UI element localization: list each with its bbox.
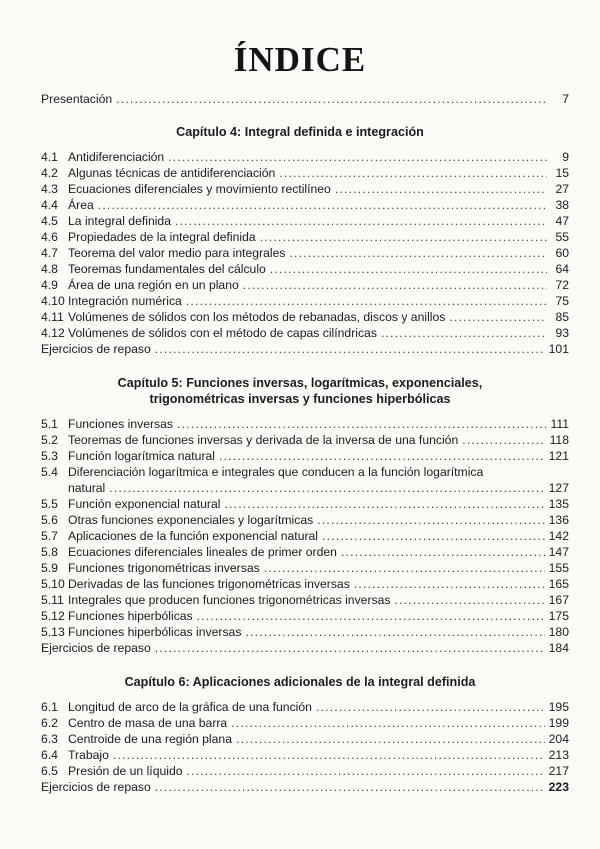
entry-text: Otras funciones exponenciales y logarítmicas	[68, 513, 314, 527]
toc-entry	[41, 763, 569, 779]
toc-entry	[41, 715, 569, 731]
section-number: 5.3	[41, 449, 58, 463]
entry-text: Integración numérica	[68, 294, 182, 308]
entry-text: Funciones trigonométricas inversas	[68, 561, 260, 575]
page-number: 64	[555, 262, 569, 276]
toc-entry-exercises	[41, 779, 569, 795]
toc-entry	[41, 229, 569, 245]
toc-entry	[41, 432, 569, 448]
entry-text: Presión de un líquido	[68, 764, 183, 778]
leader-dots	[341, 545, 545, 560]
section-number: 5.4	[41, 465, 58, 479]
page-number: 213	[548, 748, 569, 762]
leader-dots	[279, 166, 547, 181]
page-number: 9	[562, 150, 569, 164]
entry-text: Presentación	[41, 92, 113, 106]
leader-dots	[175, 214, 547, 229]
entry-text: Antidiferenciación	[68, 150, 165, 164]
section-number: 5.11	[41, 593, 64, 607]
toc-entry	[41, 528, 569, 544]
page-number: 175	[548, 609, 569, 623]
leader-dots	[231, 716, 544, 731]
chapter-heading-line: trigonométricas inversas y funciones hiperbólicas	[149, 392, 451, 406]
leader-dots	[224, 497, 544, 512]
page-number: 204	[548, 732, 569, 746]
toc-entry	[41, 197, 569, 213]
section-number: 4.11	[41, 310, 64, 324]
toc-entry	[41, 699, 569, 715]
toc-entry	[41, 416, 569, 432]
section-number: 4.8	[41, 262, 58, 276]
leader-dots	[109, 481, 544, 496]
leader-dots	[317, 513, 544, 528]
section-number: 4.7	[41, 246, 58, 260]
section-number: 5.7	[41, 529, 58, 543]
section-number: 6.1	[41, 700, 58, 714]
page-number: 72	[555, 278, 569, 292]
toc-entry	[41, 464, 569, 480]
entry-text: Integrales que producen funciones trigonométricas inversas	[68, 593, 391, 607]
toc-entry	[41, 165, 569, 181]
page-number: 118	[549, 433, 569, 447]
page-number: 38	[555, 198, 569, 212]
page-number: 142	[548, 529, 569, 543]
toc-entry	[41, 560, 569, 576]
leader-dots	[187, 764, 545, 779]
toc-entry-exercises	[41, 640, 569, 656]
leader-dots	[394, 593, 544, 608]
section-number: 6.2	[41, 716, 58, 730]
entry-text: Funciones hiperbólicas	[68, 609, 193, 623]
section-number: 6.3	[41, 732, 58, 746]
toc-entry	[41, 277, 569, 293]
section-number: 5.6	[41, 513, 58, 527]
page-number: 60	[555, 246, 569, 260]
page-number: 195	[548, 700, 569, 714]
leader-dots	[186, 294, 547, 309]
leader-dots	[113, 748, 545, 763]
entry-text: Trabajo	[68, 748, 109, 762]
leader-dots	[168, 150, 547, 165]
leader-dots	[449, 310, 547, 325]
section-number: 5.5	[41, 497, 58, 511]
entry-text: Área de una región en un plano	[68, 278, 239, 292]
leader-dots	[316, 700, 545, 715]
leader-dots	[197, 609, 545, 624]
toc-entry	[41, 731, 569, 747]
leader-dots	[98, 198, 547, 213]
leader-dots	[236, 732, 545, 747]
leader-dots	[155, 641, 545, 656]
chapter-heading	[30, 375, 570, 407]
toc-entry	[41, 325, 569, 341]
section-number: 5.12	[41, 609, 65, 623]
leader-dots	[155, 342, 545, 357]
leader-dots	[381, 326, 547, 341]
entry-text: Algunas técnicas de antidiferenciación	[68, 166, 276, 180]
page-number: 147	[548, 545, 569, 559]
section-number: 5.2	[41, 433, 58, 447]
page-number: 184	[548, 641, 569, 655]
leader-dots	[322, 529, 545, 544]
toc-entry	[41, 544, 569, 560]
entry-text: La integral definida	[68, 214, 171, 228]
toc-entry	[41, 592, 569, 608]
entry-text: Derivadas de las funciones trigonométricas inversas	[68, 577, 350, 591]
page-number: 199	[548, 716, 569, 730]
toc-entry-presentacion	[41, 91, 569, 107]
entry-text: Ejercicios de repaso	[41, 641, 151, 655]
page-number: 93	[555, 326, 569, 340]
page-number: 165	[548, 577, 569, 591]
toc-entry	[41, 496, 569, 512]
entry-text: Ejercicios de repaso	[41, 780, 151, 794]
page-number: 121	[548, 449, 569, 463]
toc-entry-continuation	[68, 480, 569, 496]
toc-entry-exercises	[41, 341, 569, 357]
entry-text: Centro de masa de una barra	[68, 716, 228, 730]
entry-text: Teoremas fundamentales del cálculo	[68, 262, 266, 276]
toc-entry	[41, 608, 569, 624]
entry-text: Área	[68, 198, 94, 212]
toc-entry	[41, 448, 569, 464]
leader-dots	[245, 625, 544, 640]
toc-entry	[41, 181, 569, 197]
page-number: 101	[548, 342, 569, 356]
toc-entry	[41, 512, 569, 528]
toc-entry	[41, 293, 569, 309]
page-number: 127	[548, 481, 569, 495]
toc-entry	[41, 624, 569, 640]
leader-dots	[219, 449, 545, 464]
chapter-heading	[30, 674, 570, 690]
leader-dots	[243, 278, 547, 293]
chapter-heading-line: Capítulo 6: Aplicaciones adicionales de la integral definida	[124, 675, 476, 689]
entry-text: Funciones hiperbólicas inversas	[68, 625, 242, 639]
page-number: 180	[548, 625, 569, 639]
toc-entry	[41, 309, 569, 325]
toc-entry	[41, 261, 569, 277]
page-number: 223	[548, 780, 569, 794]
entry-text: Ejercicios de repaso	[41, 342, 151, 356]
section-number: 4.5	[41, 214, 58, 228]
chapter-heading	[30, 124, 570, 140]
page-number: 111	[550, 417, 569, 431]
page-number: 136	[548, 513, 569, 527]
toc-entry	[41, 149, 569, 165]
page-number: 47	[555, 214, 569, 228]
leader-dots	[270, 262, 547, 277]
entry-text: Teorema del valor medio para integrales	[68, 246, 286, 260]
entry-text: Centroide de una región plana	[68, 732, 232, 746]
page-number: 15	[555, 166, 569, 180]
leader-dots	[260, 230, 547, 245]
section-number: 4.10	[41, 294, 65, 308]
section-number: 5.9	[41, 561, 58, 575]
section-number: 4.9	[41, 278, 58, 292]
page-number: 7	[562, 92, 569, 106]
page-number: 217	[548, 764, 569, 778]
entry-text: natural	[68, 481, 106, 495]
page-number: 135	[548, 497, 569, 511]
section-number: 5.1	[41, 417, 58, 431]
entry-text: Funciones inversas	[68, 417, 173, 431]
section-number: 4.2	[41, 166, 58, 180]
section-number: 5.8	[41, 545, 58, 559]
entry-text: Volúmenes de sólidos con los métodos de rebanadas, discos y anillos	[68, 310, 446, 324]
section-number: 4.12	[41, 326, 65, 340]
section-number: 5.10	[41, 577, 65, 591]
entry-text: Propiedades de la integral definida	[68, 230, 256, 244]
leader-dots	[116, 92, 547, 107]
entry-text: Ecuaciones diferenciales y movimiento rectilíneo	[68, 182, 331, 196]
section-number: 4.3	[41, 182, 58, 196]
section-number: 5.13	[41, 625, 65, 639]
entry-text: Longitud de arco de la gráfica de una función	[68, 700, 312, 714]
leader-dots	[264, 561, 545, 576]
entry-text: Función logarítmica natural	[68, 449, 215, 463]
section-number: 6.4	[41, 748, 58, 762]
chapter-heading-line: Capítulo 4: Integral definida e integración	[176, 125, 424, 139]
toc-entry	[41, 576, 569, 592]
toc-entry	[41, 213, 569, 229]
toc-entry	[41, 747, 569, 763]
section-number: 4.1	[41, 150, 58, 164]
entry-text: Teoremas de funciones inversas y derivada de la inversa de una función	[68, 433, 459, 447]
entry-text: Volúmenes de sólidos con el método de capas cilíndricas	[68, 326, 377, 340]
leader-dots	[354, 577, 545, 592]
leader-dots	[289, 246, 547, 261]
leader-dots	[155, 780, 545, 795]
page-number: 85	[555, 310, 569, 324]
page-number: 155	[548, 561, 569, 575]
leader-dots	[462, 433, 545, 448]
page-title: ÍNDICE	[233, 40, 367, 79]
entry-text: Función exponencial natural	[68, 497, 221, 511]
entry-text: Aplicaciones de la función exponencial natural	[68, 529, 319, 543]
page-number: 27	[555, 182, 569, 196]
page-number: 167	[548, 593, 569, 607]
page-number: 55	[555, 230, 569, 244]
chapter-heading-line: Capítulo 5: Funciones inversas, logarítmicas, exponenciales,	[117, 376, 483, 390]
section-number: 4.4	[41, 198, 58, 212]
page-number: 75	[555, 294, 569, 308]
entry-text: Diferenciación logarítmica e integrales que conducen a la función logarítmica	[68, 465, 484, 479]
section-number: 4.6	[41, 230, 58, 244]
entry-text: Ecuaciones diferenciales lineales de primer orden	[68, 545, 337, 559]
toc-entry	[41, 245, 569, 261]
leader-dots	[335, 182, 547, 197]
section-number: 6.5	[41, 764, 58, 778]
leader-dots	[177, 417, 546, 432]
